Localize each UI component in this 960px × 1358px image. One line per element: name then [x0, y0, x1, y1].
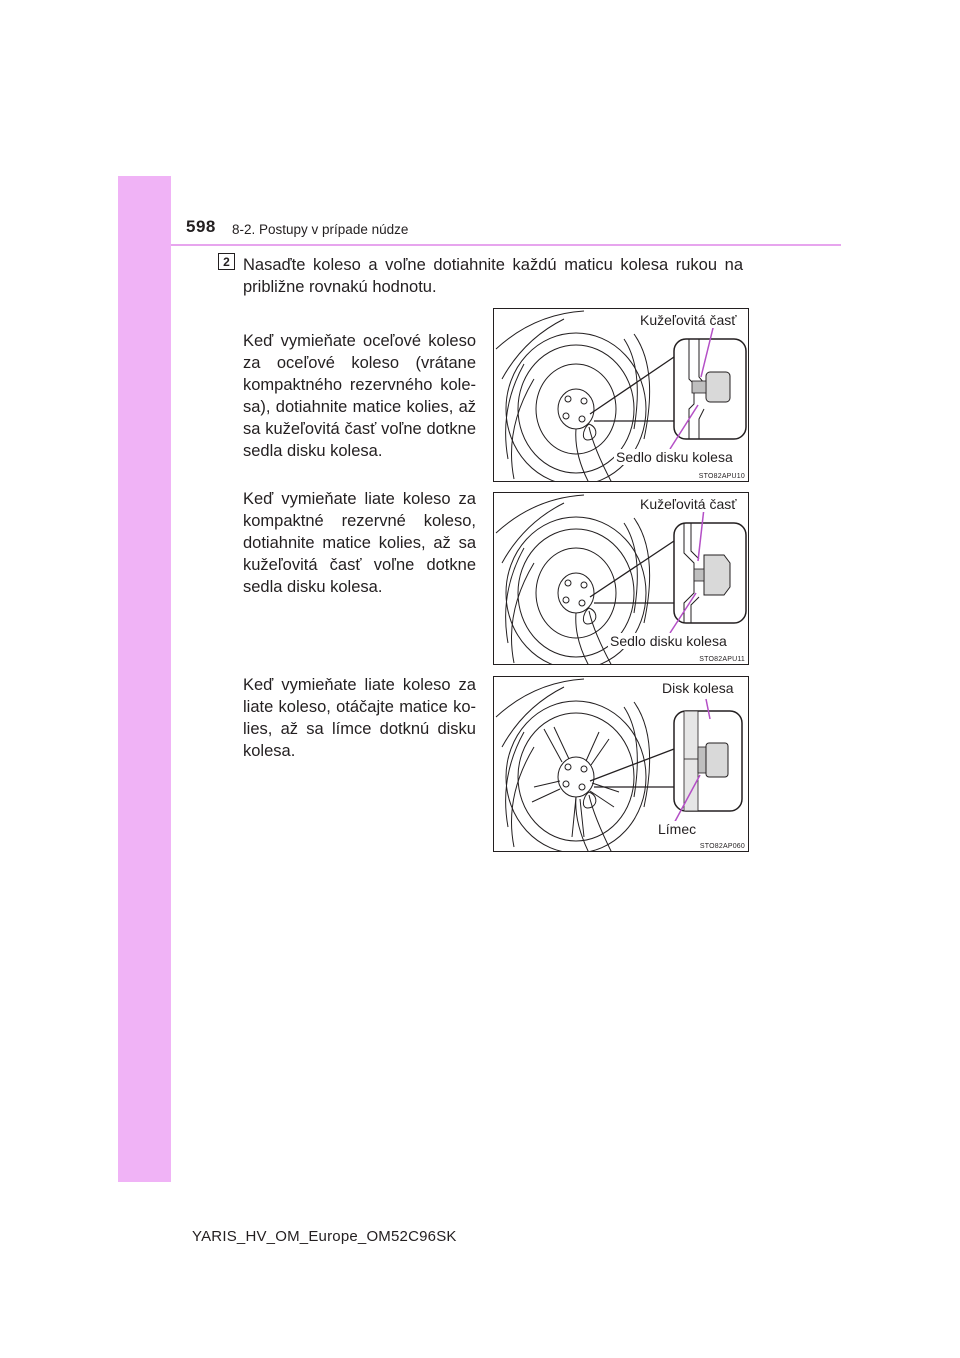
callout-label-cone: Kužeľovitá časť [640, 312, 737, 328]
figure-alloy-to-alloy [493, 676, 749, 852]
callout-label-cone: Kužeľovitá časť [640, 496, 737, 512]
figure-code: STO82APU11 [699, 656, 745, 663]
item-text: Keď vymieňate oceľové koleso za oceľové koleso (vrátane kompaktného rezervného kole-sa), dotiahnite matice kolies, až sa kužeľovitá časť voľne dotkne sedla disku kolesa. [243, 332, 476, 460]
item-text: Keď vymieňate liate koleso za liate koleso, otáčajte matice ko-lies, až sa límce dotknú disku kolesa. [243, 676, 476, 760]
callout-label-disc: Disk kolesa [662, 680, 734, 696]
callout-label-seat: Sedlo disku kolesa [610, 633, 727, 649]
figure-code: STO82AP060 [699, 843, 745, 850]
callout-label-seat: Sedlo disku kolesa [616, 449, 733, 465]
figure-steel-wheel [493, 308, 749, 482]
item-text: Keď vymieňate liate koleso za kompaktné rezervné koleso, dotiahnite matice kolies, až sa kužeľovitá časť voľne dotkne sedla disku kolesa. [243, 490, 476, 596]
figure-alloy-to-spare [493, 492, 749, 665]
section-title: 8-2. Postupy v prípade núdze [232, 222, 409, 237]
sidebar-tab [118, 176, 171, 1182]
document-id: YARIS_HV_OM_Europe_OM52C96SK [192, 1228, 457, 1245]
page-number: 598 [186, 217, 216, 236]
step-number-box: 2 [218, 253, 235, 270]
callout-label-collar: Límec [658, 821, 697, 837]
alloy-to-alloy-illustration [494, 677, 749, 852]
header-rule [171, 244, 841, 246]
figure-code: STO82APU10 [698, 473, 745, 480]
step-instruction: Nasaďte koleso a voľne dotiahnite každú maticu kolesa rukou na približne rovnakú hodnotu. [243, 256, 743, 296]
